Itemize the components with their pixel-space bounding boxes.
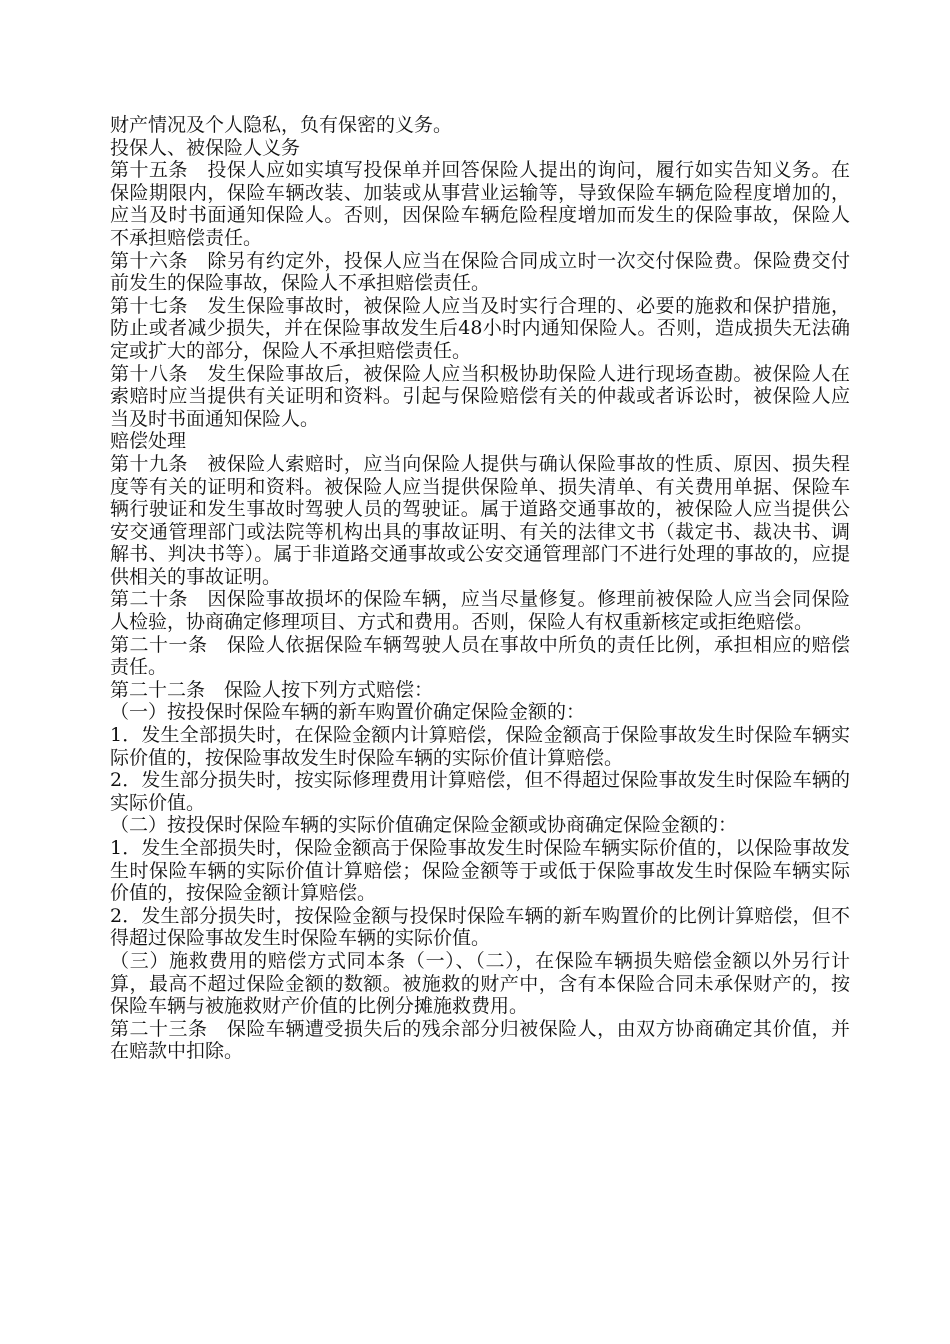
document-page: [110, 114, 850, 1063]
section-heading-claims: 赔偿处理: [110, 430, 187, 453]
article-23: 第二十三条 保险车辆遭受损失后的残余部分归被保险人，由双方协商确定其价值，并在赔款中扣除。: [110, 1017, 850, 1063]
article-21: 第二十一条 保险人依据保险车辆驾驶人员在事故中所负的责任比例，承担相应的赔偿责任。: [110, 633, 850, 679]
article-22-clause-1-item-2: 2．发生部分损失时，按实际修理费用计算赔偿，但不得超过保险事故发生时保险车辆的实际价值。: [110, 769, 850, 814]
article-22: 第二十二条 保险人按下列方式赔偿：: [110, 678, 434, 701]
article-15: 第十五条 投保人应如实填写投保单并回答保险人提出的询问，履行如实告知义务。在保险期限内，保险车辆改装、加装或从事营业运输等，导致保险车辆危险程度增加的，应当及时书面通知保险人。否则，因保险车辆危险程度增加而发生的保险事故，保险人不承担赔偿责任。: [110, 159, 850, 249]
article-19: 第十九条 被保险人索赔时，应当向保险人提供与确认保险事故的性质、原因、损失程度等有关的证明和资料。被保险人应当提供保险单、损失清单、有关费用单据、保险车辆行驶证和发生事故时驾驶人员的驾驶证。属于道路交通事故的，被保险人应当提供公安交通管理部门或法院等机构出具的事故证明、有关的法律文书（裁定书、裁决书、调解书、判决书等）。属于非道路交通事故或公安交通管理部门不进行处理的事故的，应提供相关的事故证明。: [110, 452, 850, 588]
article-22-clause-2-item-1: 1．发生全部损失时，保险金额高于保险事故发生时保险车辆实际价值的，以保险事故发生时保险车辆的实际价值计算赔偿；保险金额等于或低于保险事故发生时保险车辆实际价值的，按保险金额计算赔偿。: [110, 837, 850, 905]
article-22-clause-3: （三）施救费用的赔偿方式同本条（一）、（二），在保险车辆损失赔偿金额以外另行计算，最高不超过保险金额的数额。被施救的财产中，含有本保险合同未承保财产的，按保险车辆与被施救财产价值的比例分摊施救费用。: [110, 949, 850, 1018]
article-22-clause-1-item-1: 1．发生全部损失时，在保险金额内计算赔偿，保险金额高于保险事故发生时保险车辆实际价值的，按保险事故发生时保险车辆的实际价值计算赔偿。: [110, 724, 850, 769]
section-heading-obligations: 投保人、被保险人义务: [110, 136, 301, 159]
article-20: 第二十条 因保险事故损坏的保险车辆，应当尽量修复。修理前被保险人应当会同保险人检验，协商确定修理项目、方式和费用。否则，保险人有权重新核定或拒绝赔偿。: [110, 588, 850, 634]
article-16: 第十六条 除另有约定外，投保人应当在保险合同成立时一次交付保险费。保险费交付前发生的保险事故，保险人不承担赔偿责任。: [110, 249, 850, 295]
paragraph-continuation: 财产情况及个人隐私，负有保密的义务。: [110, 114, 453, 136]
article-18: 第十八条 发生保险事故后，被保险人应当积极协助保险人进行现场查勘。被保险人在索赔时应当提供有关证明和资料。引起与保险赔偿有关的仲裁或者诉讼时，被保险人应当及时书面通知保险人。: [110, 362, 850, 430]
article-17: 第十七条 发生保险事故时，被保险人应当及时实行合理的、必要的施救和保护措施，防止或者减少损失，并在保险事故发生后48小时内通知保险人。否则，造成损失无法确定或扩大的部分，保险人不承担赔偿责任。: [110, 294, 850, 362]
article-22-clause-2: （二）按投保时保险车辆的实际价值确定保险金额或协商确定保险金额的：: [110, 814, 738, 837]
article-22-clause-2-item-2: 2．发生部分损失时，按保险金额与投保时保险车辆的新车购置价的比例计算赔偿，但不得超过保险事故发生时保险车辆的实际价值。: [110, 904, 850, 950]
article-22-clause-1: （一）按投保时保险车辆的新车购置价确定保险金额的：: [110, 701, 586, 724]
